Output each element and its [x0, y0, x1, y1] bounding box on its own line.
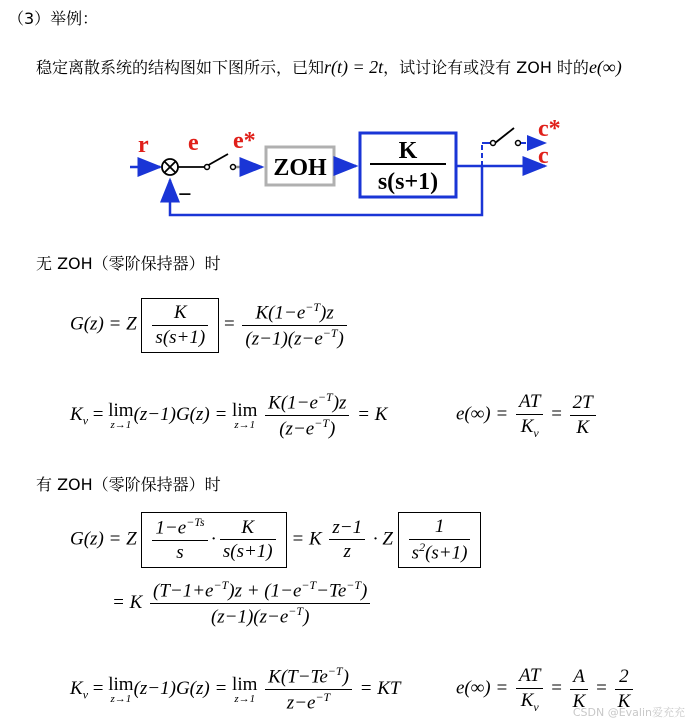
zoh-label: ZOH — [273, 155, 327, 181]
sampler-switch-2 — [482, 128, 545, 166]
intro-suffix: ，试讨论有或没有 ZOH 时的 — [383, 58, 589, 77]
kv-frac-without: $\frac{K(1-e^{-T})z}{(z-e^{-T})}$ — [265, 390, 349, 441]
eq-g-with-line2: = K $\frac{(T-1+e^{-T})z + (1-e^{-T}-Te^{-T})}{(z-1)(z-e^{-T})}$ — [112, 578, 373, 629]
watermark: CSDN @Evalin爱充充 — [572, 706, 685, 719]
feedback-sign: − — [178, 182, 192, 208]
section-label: （3）举例： — [8, 9, 99, 28]
intro-target: e(∞) — [588, 57, 622, 77]
error-label: e — [188, 130, 199, 156]
block-diagram — [0, 0, 691, 240]
input-label: r — [138, 132, 149, 158]
g-inner-num: K — [152, 301, 208, 326]
plant-numerator: K — [398, 138, 418, 164]
z-transform-bracket-1: $\frac{1-e^{-Ts}}{s}$ · $\frac{K}{s(s+1)}$ — [141, 512, 286, 568]
eq-g-with-line1: G(z) = Z $\frac{1-e^{-Ts}}{s}$ · $\frac{K}{s(s+1)}$ = K $\frac{z-1}{z}$ · Z $\frac{1}{s^2(s+1)}$ — [70, 512, 481, 568]
sampled-error-label: e* — [233, 128, 256, 154]
intro-given: r(t) = 2t — [324, 57, 384, 77]
z-transform-bracket-2: $\frac{1}{s^2(s+1)}$ — [398, 512, 482, 568]
intro-prefix: 稳定离散系统的结构图如下图所示，已知 — [36, 58, 325, 77]
eq-g-lhs: G(z) = Z — [70, 313, 137, 335]
eq-einf-without: e(∞) = $\frac{AT}{K_v}$ = $\frac{2T}{K}$ — [456, 390, 599, 441]
plant-denominator: s(s+1) — [377, 169, 439, 195]
summing-junction — [162, 159, 178, 175]
heading-without-zoh: 无 ZOH（零阶保持器）时 — [36, 254, 221, 273]
eq-kv-without: $K_v = \lim$ z→1 (z−1)G(z) = lim z→1 $\frac{K(1-e^{-T})z}{(z-e^{-T})}$ = K — [70, 390, 388, 440]
eq-einf-with: e(∞) = $\frac{AT}{K_v}$ = $\frac{A}{K}$ = $\frac{2}{K}$ — [456, 664, 636, 715]
g-result-frac: $\frac{K(1-e^{-T})z}{(z-1)(z-e^{-T})}$ — [242, 300, 346, 351]
sampler-switch-1 — [205, 154, 236, 170]
eq-sign: = — [223, 313, 235, 335]
heading-with-zoh: 有 ZOH（零阶保持器）时 — [36, 475, 221, 494]
g-inner-den: s(s+1) — [155, 326, 206, 348]
eq-g-without — [70, 298, 350, 353]
eq-kv-with: $K_v = \lim$ z→1 (z−1)G(z) = lim z→1 $\frac{K(T-Te^{-T})}{z-e^{-T}}$ = KT — [70, 664, 401, 714]
output-sampled-label: c* — [538, 116, 561, 142]
z-transform-bracket — [141, 298, 219, 353]
output-label: c — [538, 143, 549, 169]
